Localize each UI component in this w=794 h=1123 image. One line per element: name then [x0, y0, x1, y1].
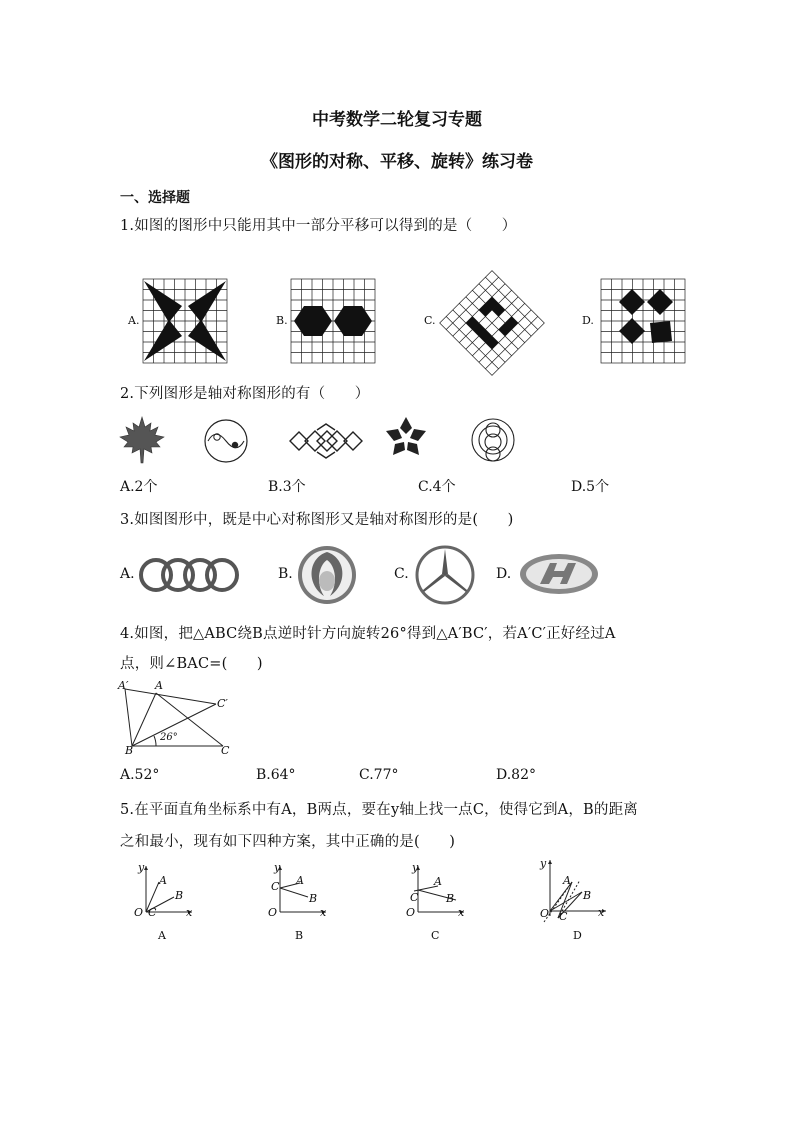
q1-figure-d — [600, 278, 686, 364]
q5c-point-a-label: A — [434, 875, 442, 888]
q5a-origin-label: O — [134, 906, 144, 919]
q4-option-b: B.64° — [256, 767, 296, 783]
q5d-x-label: x — [598, 906, 605, 919]
q1-option-d-label: D. — [582, 314, 594, 327]
q5-caption-c: C — [431, 929, 440, 942]
label-a: A — [155, 679, 163, 692]
label-a-prime: A′ — [118, 679, 129, 692]
q5d-origin-label: O — [540, 907, 550, 920]
question-5-line-2: 之和最小，现有如下四种方案，其中正确的是( ) — [120, 834, 456, 850]
star-flower-icon — [383, 414, 429, 460]
angle-label: 26° — [160, 732, 178, 743]
question-1-text: 1.如图的图形中只能用其中一部分平移可以得到的是（ ） — [120, 218, 517, 234]
q5b-x-label: x — [320, 906, 327, 919]
knot-pattern-icon — [287, 422, 365, 460]
q3-option-d-label: D. — [496, 566, 512, 582]
page-subtitle: 《图形的对称、平移、旋转》练习卷 — [261, 152, 533, 172]
q5b-y-label: y — [274, 861, 281, 874]
four-rings-logo-icon — [137, 556, 241, 594]
q5a-point-b-label: B — [175, 889, 184, 902]
q3-option-a-label: A. — [120, 566, 135, 582]
q5c-point-c-label: C — [410, 891, 419, 904]
question-4-line-1: 4.如图，把△ABC绕B点逆时针方向旋转26°得到△A′BC′，若A′C′正好经过A — [120, 626, 616, 642]
question-5-line-1: 5.在平面直角坐标系中有A，B两点，要在y轴上找一点C，使得它到A，B的距离 — [120, 802, 638, 818]
three-point-star-logo-icon — [414, 544, 476, 606]
q5b-point-a-label: A — [296, 874, 304, 887]
q3-option-b-label: B. — [278, 566, 293, 582]
q5a-point-c-label: C — [148, 906, 157, 919]
q4-option-c: C.77° — [359, 767, 399, 783]
q5c-origin-label: O — [406, 906, 416, 919]
page-title: 中考数学二轮复习专题 — [312, 110, 482, 130]
label-b: B — [125, 744, 134, 757]
q2-option-c: C.4个 — [418, 479, 456, 495]
q5d-y-label: y — [540, 857, 547, 870]
q1-option-a-label: A. — [128, 314, 140, 327]
q5b-origin-label: O — [268, 906, 278, 919]
maple-leaf-icon — [118, 415, 166, 465]
q4-option-a: A.52° — [120, 767, 160, 783]
oval-h-logo-icon — [518, 552, 600, 596]
question-4-line-2: 点，则∠BAC=( ) — [120, 656, 263, 672]
q2-option-d: D.5个 — [571, 479, 610, 495]
stacked-circles-icon — [470, 416, 516, 464]
q4-option-d: D.82° — [496, 767, 536, 783]
section-heading: 一、选择题 — [120, 190, 190, 206]
q1-option-b-label: B. — [276, 314, 288, 327]
q5d-point-a-label: A — [563, 874, 571, 887]
q5b-point-c-label: C — [271, 880, 280, 893]
q5a-point-a-label: A — [159, 874, 167, 887]
label-c: C — [221, 744, 230, 757]
q5c-x-label: x — [458, 906, 465, 919]
q5d-point-b-label: B — [583, 889, 592, 902]
q5c-y-label: y — [412, 861, 419, 874]
label-c-prime: C′ — [217, 697, 228, 710]
q5-caption-b: B — [295, 929, 304, 942]
question-3-text: 3.如图图形中，既是中心对称图形又是轴对称图形的是( ) — [120, 512, 514, 528]
q5-caption-a: A — [158, 929, 166, 942]
swirl-emblem-logo-icon — [296, 544, 358, 606]
question-2-text: 2.下列图形是轴对称图形的有（ ） — [120, 386, 370, 402]
yin-yang-icon — [203, 418, 249, 464]
q2-option-b: B.3个 — [268, 479, 306, 495]
q5d-point-c-label: C — [559, 910, 568, 923]
q5c-point-b-label: B — [446, 892, 455, 905]
q1-figure-b — [290, 278, 376, 364]
q5a-y-label: y — [138, 861, 145, 874]
q5b-point-b-label: B — [309, 892, 318, 905]
q1-figure-c — [440, 271, 544, 375]
q2-option-a: A.2个 — [120, 479, 158, 495]
q5a-x-label: x — [186, 906, 193, 919]
q5-caption-d: D — [573, 929, 582, 942]
q1-figure-a — [142, 278, 228, 364]
q3-option-c-label: C. — [394, 566, 409, 582]
q1-option-c-label: C. — [424, 314, 436, 327]
